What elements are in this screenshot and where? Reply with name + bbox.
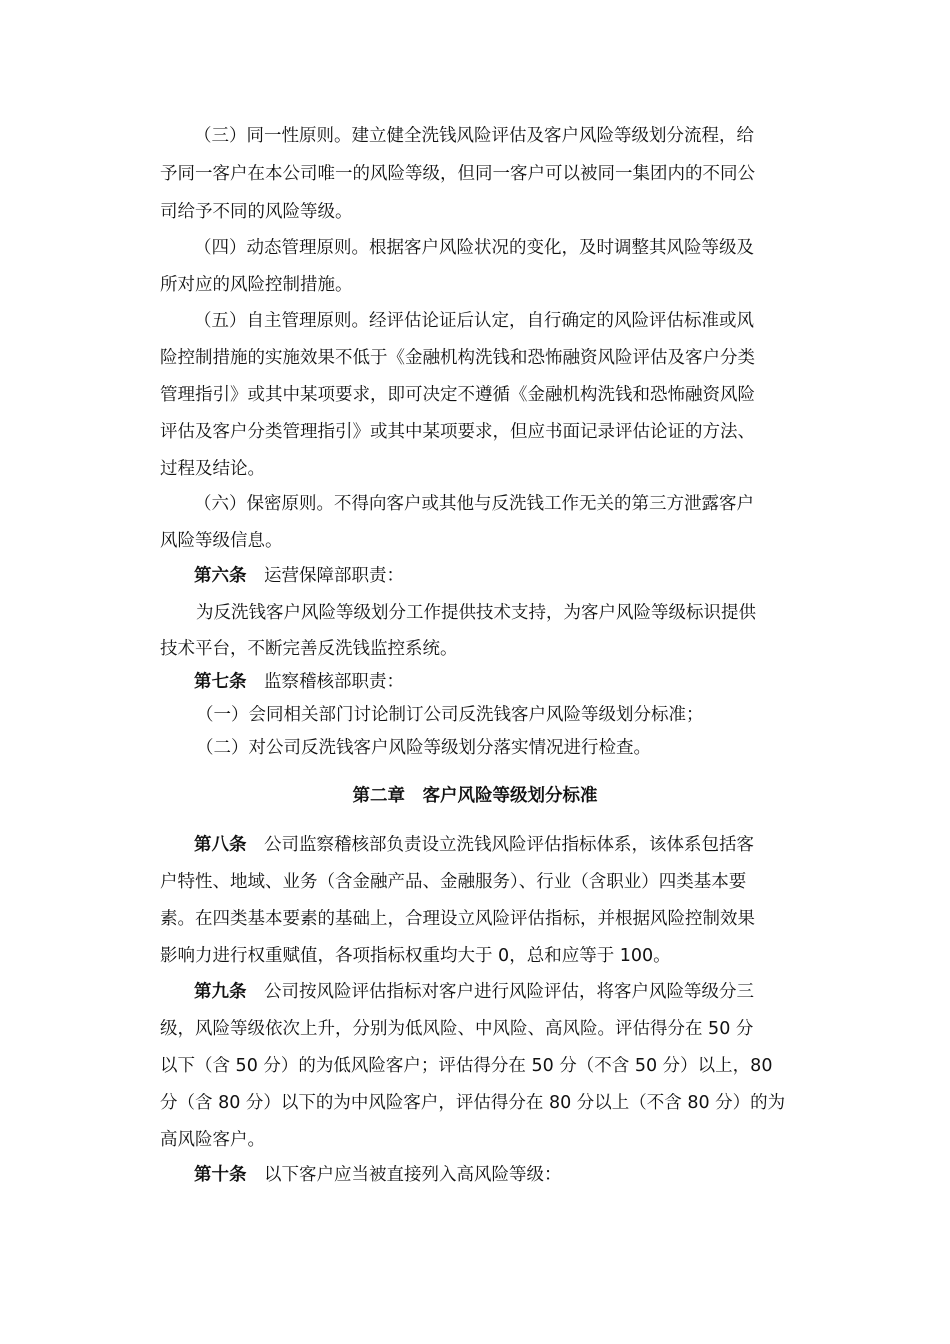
principle-4-line-1: （四）动态管理原则。根据客户风险状况的变化，及时调整其风险等级及 (194, 238, 754, 258)
principle-5-line-2: 险控制措施的实施效果不低于《金融机构洗钱和恐怖融资风险评估及客户分类 (160, 348, 755, 368)
principle-3-line-1: （三）同一性原则。建立健全洗钱风险评估及客户风险等级划分流程，给 (194, 126, 754, 146)
principle-3-line-3: 司给予不同的风险等级。 (160, 202, 353, 222)
article-8-line-3: 素。在四类基本要素的基础上，合理设立风险评估指标，并根据风险控制效果 (160, 909, 755, 929)
article-9-line-2: 级，风险等级依次上升，分别为低风险、中风险、高风险。评估得分在 50 分 (160, 1019, 754, 1039)
principle-6-line-2: 风险等级信息。 (160, 531, 283, 551)
article-9-line-3: 以下（含 50 分）的为低风险客户；评估得分在 50 分（不含 50 分）以上，80 (160, 1056, 773, 1076)
principle-6-line-1: （六）保密原则。不得向客户或其他与反洗钱工作无关的第三方泄露客户 (194, 494, 754, 514)
article-9-line-1 (194, 980, 754, 1004)
article-9-line-5: 高风险客户。 (160, 1130, 265, 1150)
article-7-item-1: （一）会同相关部门讨论制订公司反洗钱客户风险等级划分标准； (196, 705, 704, 725)
principle-5-line-4: 评估及客户分类管理指引》或其中某项要求，但应书面记录评估论证的方法、 (160, 422, 755, 442)
article-6-number: 第六条 (194, 566, 247, 586)
article-8-first: 公司监察稽核部负责设立洗钱风险评估指标体系，该体系包括客 (264, 835, 754, 855)
principle-5-line-1: （五）自主管理原则。经评估论证后认定，自行确定的风险评估标准或风 (194, 311, 754, 331)
article-6-title: 运营保障部职责： (264, 566, 404, 586)
principle-5-line-5: 过程及结论。 (160, 459, 265, 479)
article-6-heading (194, 564, 404, 588)
article-7-item-2: （二）对公司反洗钱客户风险等级划分落实情况进行检查。 (196, 738, 651, 758)
principle-3-line-2: 予同一客户在本公司唯一的风险等级，但同一客户可以被同一集团内的不同公 (160, 164, 755, 184)
principle-5-line-3: 管理指引》或其中某项要求，即可决定不遵循《金融机构洗钱和恐怖融资风险 (160, 385, 755, 405)
article-9-line-4: 分（含 80 分）以下的为中风险客户，评估得分在 80 分以上（不含 80 分）的为 (160, 1093, 786, 1113)
article-10-first: 以下客户应当被直接列入高风险等级： (264, 1165, 562, 1185)
principle-4-line-2: 所对应的风险控制措施。 (160, 275, 353, 295)
chapter-2-title: 第二章 客户风险等级划分标准 (352, 786, 598, 806)
article-9-number: 第九条 (194, 982, 247, 1002)
article-10-line-1 (194, 1163, 562, 1187)
article-6-line-2: 技术平台，不断完善反洗钱监控系统。 (160, 639, 458, 659)
article-8-number: 第八条 (194, 835, 247, 855)
article-8-line-4: 影响力进行权重赋值，各项指标权重均大于 0，总和应等于 100。 (160, 946, 671, 966)
article-10-number: 第十条 (194, 1165, 247, 1185)
article-7-number: 第七条 (194, 672, 247, 692)
article-8-line-2: 户特性、地域、业务（含金融产品、金融服务）、行业（含职业）四类基本要 (160, 872, 747, 892)
article-7-heading (194, 670, 404, 694)
article-9-first: 公司按风险评估指标对客户进行风险评估，将客户风险等级分三 (264, 982, 754, 1002)
article-8-line-1 (194, 833, 754, 857)
article-6-line-1: 为反洗钱客户风险等级划分工作提供技术支持，为客户风险等级标识提供 (196, 603, 756, 623)
article-7-title: 监察稽核部职责： (264, 672, 404, 692)
